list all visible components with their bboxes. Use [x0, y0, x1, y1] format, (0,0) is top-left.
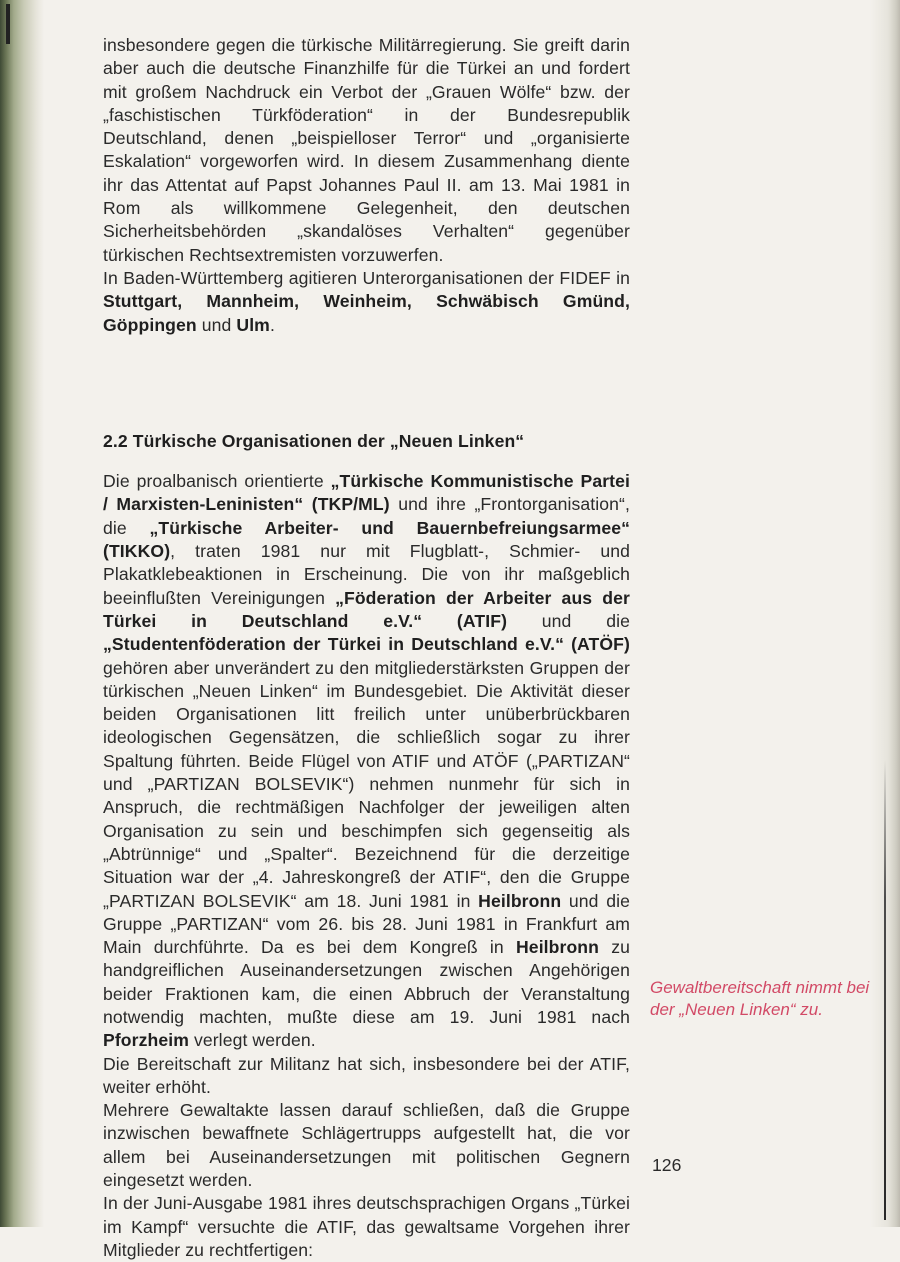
bold-atoef: „Studentenföderation der Türkei in Deutschland e.V.“ (ATÖF) — [103, 634, 630, 655]
text-segment: zu handgreiflichen Auseinandersetzungen zwischen Angehörigen beider Fraktionen kam, die einen Abbruch der Veranstaltung notwendig machten, mußte diese am 19. Juni 1981 nach — [103, 937, 630, 1027]
paragraph-intro: insbesondere gegen die türkische Militärregierung. Sie greift darin aber auch die deutsche Finanzhilfe für die Türkei an und fordert mit großem Nachdruck ein Verbot der „Grauen Wölfe“ bzw. der „faschistischen Türkföderation“ in der Bundesrepublik Deutschland, denen „beispielloser Terror“ und „organisierte Eskalation“ vorgeworfen wird. In diesem Zusammenhang diente ihr das Attentat auf Papst Johannes Paul II. am 13. Mai 1981 in Rom als willkommene Gelegenheit, den deutschen Sicherheitsbehörden „skandalöses Verhalten“ gegenüber türkischen Rechtsextremisten vorzuwerfen. — [103, 35, 630, 265]
margin-note: Gewaltbereitschaft nimmt bei der „Neuen Linken“ zu. — [650, 978, 870, 1019]
page-edge-line — [884, 760, 886, 1220]
bold-city-ulm: Ulm — [236, 314, 270, 335]
paragraph-violence: Mehrere Gewaltakte lassen darauf schließen, daß die Gruppe inzwischen bewaffnete Schlägertrupps aufgestellt hat, die vor allem bei Auseinandersetzungen mit politischen Gegnern eingesetzt werden. — [103, 1100, 630, 1191]
paragraph-organisations — [103, 470, 630, 1052]
bold-tikko: „Türkische Arbeiter- und Bauernbefreiungsarmee“ (TIKKO) — [103, 517, 630, 562]
text-segment: . — [269, 314, 275, 335]
page-number: 126 — [652, 1155, 682, 1175]
binding-mark — [6, 4, 10, 44]
section-gap — [103, 337, 630, 430]
bold-tkp-ml: „Türkische Kommunistische Partei / Marxisten-Leninisten“ (TKP/ML) — [103, 471, 630, 515]
text-segment: und — [196, 314, 237, 335]
text-segment: verlegt werden. — [188, 1030, 316, 1051]
bold-heilbronn: Heilbronn — [516, 937, 600, 958]
text-segment: und die Gruppe „PARTIZAN“ vom 26. bis 28. Juni 1981 in Frankfurt am Main durchführte. Da es bei dem Kongreß in — [103, 890, 630, 958]
text-segment: In Baden-Württemberg agitieren Unterorganisationen der FIDEF in — [103, 267, 630, 288]
book-binding-shadow — [0, 0, 44, 1227]
bold-cities: Stuttgart, Mannheim, Weinheim, Schwäbisch Gmünd, Göppingen — [103, 291, 630, 335]
bold-heilbronn: Heilbronn — [478, 890, 562, 911]
bold-atif: „Föderation der Arbeiter aus der Türkei in Deutschland e.V.“ (ATIF) — [103, 587, 630, 631]
paragraph-justification: In der Juni-Ausgabe 1981 ihres deutschsprachigen Organs „Türkei im Kampf“ versuchte die ATIF, das gewaltsame Vorgehen ihrer Mitglieder zu rechtfertigen: — [103, 1193, 630, 1260]
paragraph-militancy: Die Bereitschaft zur Militanz hat sich, insbesondere bei der ATIF, weiter erhöht. — [103, 1053, 630, 1097]
section-heading: 2.2 Türkische Organisationen der „Neuen Linken“ — [103, 430, 525, 451]
text-segment: und die — [507, 610, 630, 631]
paragraph-baden-wuerttemberg — [103, 267, 630, 337]
main-text-column — [103, 34, 630, 1262]
bold-pforzheim: Pforzheim — [103, 1030, 189, 1051]
text-segment: , traten 1981 nur mit Flugblatt-, Schmier- und Plakatklebeaktionen in Erscheinung. Die von ihr maßgeblich beeinflußten Vereinigungen — [103, 541, 630, 608]
text-segment: Die proalbanisch orientierte — [103, 471, 331, 492]
text-segment: gehören aber unverändert zu den mitgliederstärksten Gruppen der türkischen „Neuen Linken“ im Bundesgebiet. Die Aktivität dieser beiden Organisationen litt freilich unter unüberbrückbaren ideologischen Gegensätzen, die schließlich sogar zu ihrer Spaltung führten. Beide Flügel von ATIF und ATÖF („PARTIZAN“ und „PARTIZAN BOLSEVIK“) nehmen nunmehr für sich in Anspruch, die rechtmäßigen Nachfolger der jeweiligen alten Organisation zu sein und beschimpfen sich gegenseitig als „Abtrünnige“ und „Spalter“. Bezeichnend für die derzeitige Situation war der „4. Jahreskongreß der ATIF“, den die Gruppe „PARTIZAN BOLSEVIK“ am 18. Juni 1981 in — [103, 657, 630, 911]
text-segment: und ihre „Frontorganisation“, die — [103, 494, 630, 538]
